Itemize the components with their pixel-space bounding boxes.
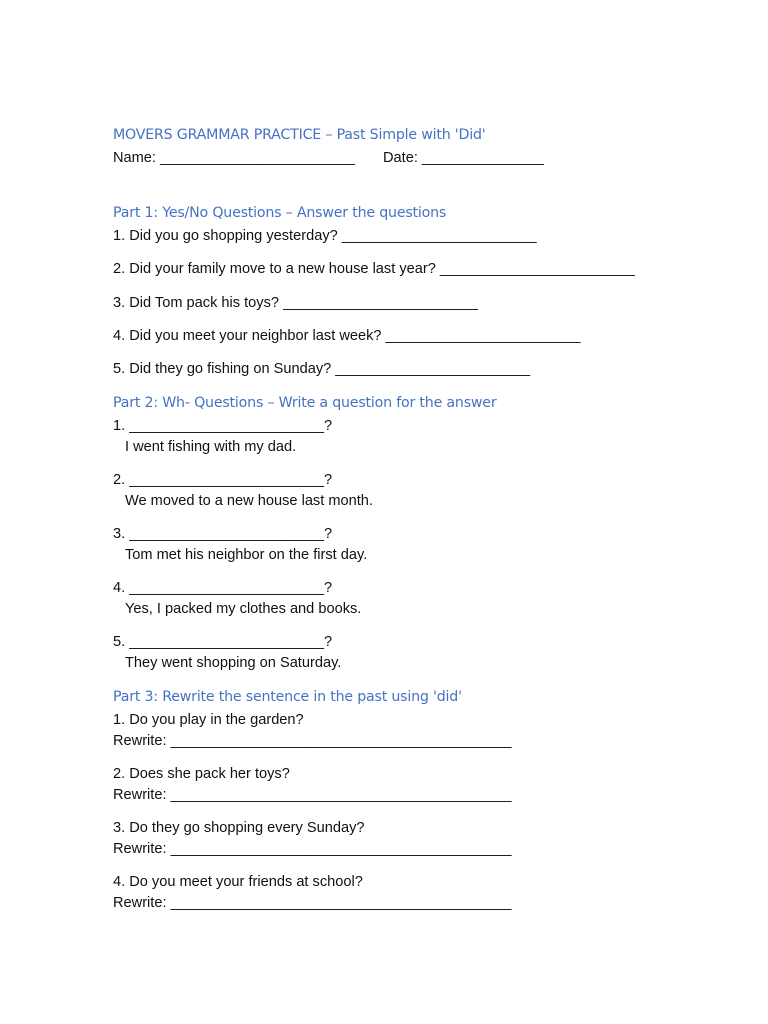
part1-question: 5. Did they go fishing on Sunday? ________________________ [113,361,531,377]
part1-question: 4. Did you meet your neighbor last week? ________________________ [113,328,581,344]
part3-rewrite-line: Rewrite: __________________________________________ [113,787,512,803]
part2-answer: Tom met his neighbor on the first day. [125,547,368,563]
part2-question-blank: 1. ________________________? [113,418,333,434]
part3-rewrite-line: Rewrite: __________________________________________ [113,895,512,911]
part3-rewrite-line: Rewrite: __________________________________________ [113,841,512,857]
worksheet-page [113,0,733,1024]
part1-heading: Part 1: Yes/No Questions – Answer the questions [113,205,447,221]
part1-question: 1. Did you go shopping yesterday? ________________________ [113,228,537,244]
name-field-line: Name: ________________________ [113,150,355,166]
part3-sentence: 4. Do you meet your friends at school? [113,874,363,890]
part2-question-blank: 3. ________________________? [113,526,333,542]
part2-answer: They went shopping on Saturday. [125,655,342,671]
part1-question: 2. Did your family move to a new house last year? ________________________ [113,261,635,277]
part2-question-blank: 4. ________________________? [113,580,333,596]
part2-question-blank: 2. ________________________? [113,472,333,488]
part3-sentence: 1. Do you play in the garden? [113,712,304,728]
part2-answer: We moved to a new house last month. [125,493,373,509]
part2-question-blank: 5. ________________________? [113,634,333,650]
part3-sentence: 2. Does she pack her toys? [113,766,290,782]
part2-answer: Yes, I packed my clothes and books. [125,601,362,617]
part3-heading: Part 3: Rewrite the sentence in the past using 'did' [113,689,462,705]
part3-rewrite-line: Rewrite: __________________________________________ [113,733,512,749]
date-field-line: Date: _______________ [383,150,544,166]
worksheet-title: MOVERS GRAMMAR PRACTICE – Past Simple with 'Did' [113,127,486,143]
part2-heading: Part 2: Wh- Questions – Write a question for the answer [113,395,497,411]
part2-answer: I went fishing with my dad. [125,439,297,455]
part1-question: 3. Did Tom pack his toys? ________________________ [113,295,478,311]
part3-sentence: 3. Do they go shopping every Sunday? [113,820,365,836]
